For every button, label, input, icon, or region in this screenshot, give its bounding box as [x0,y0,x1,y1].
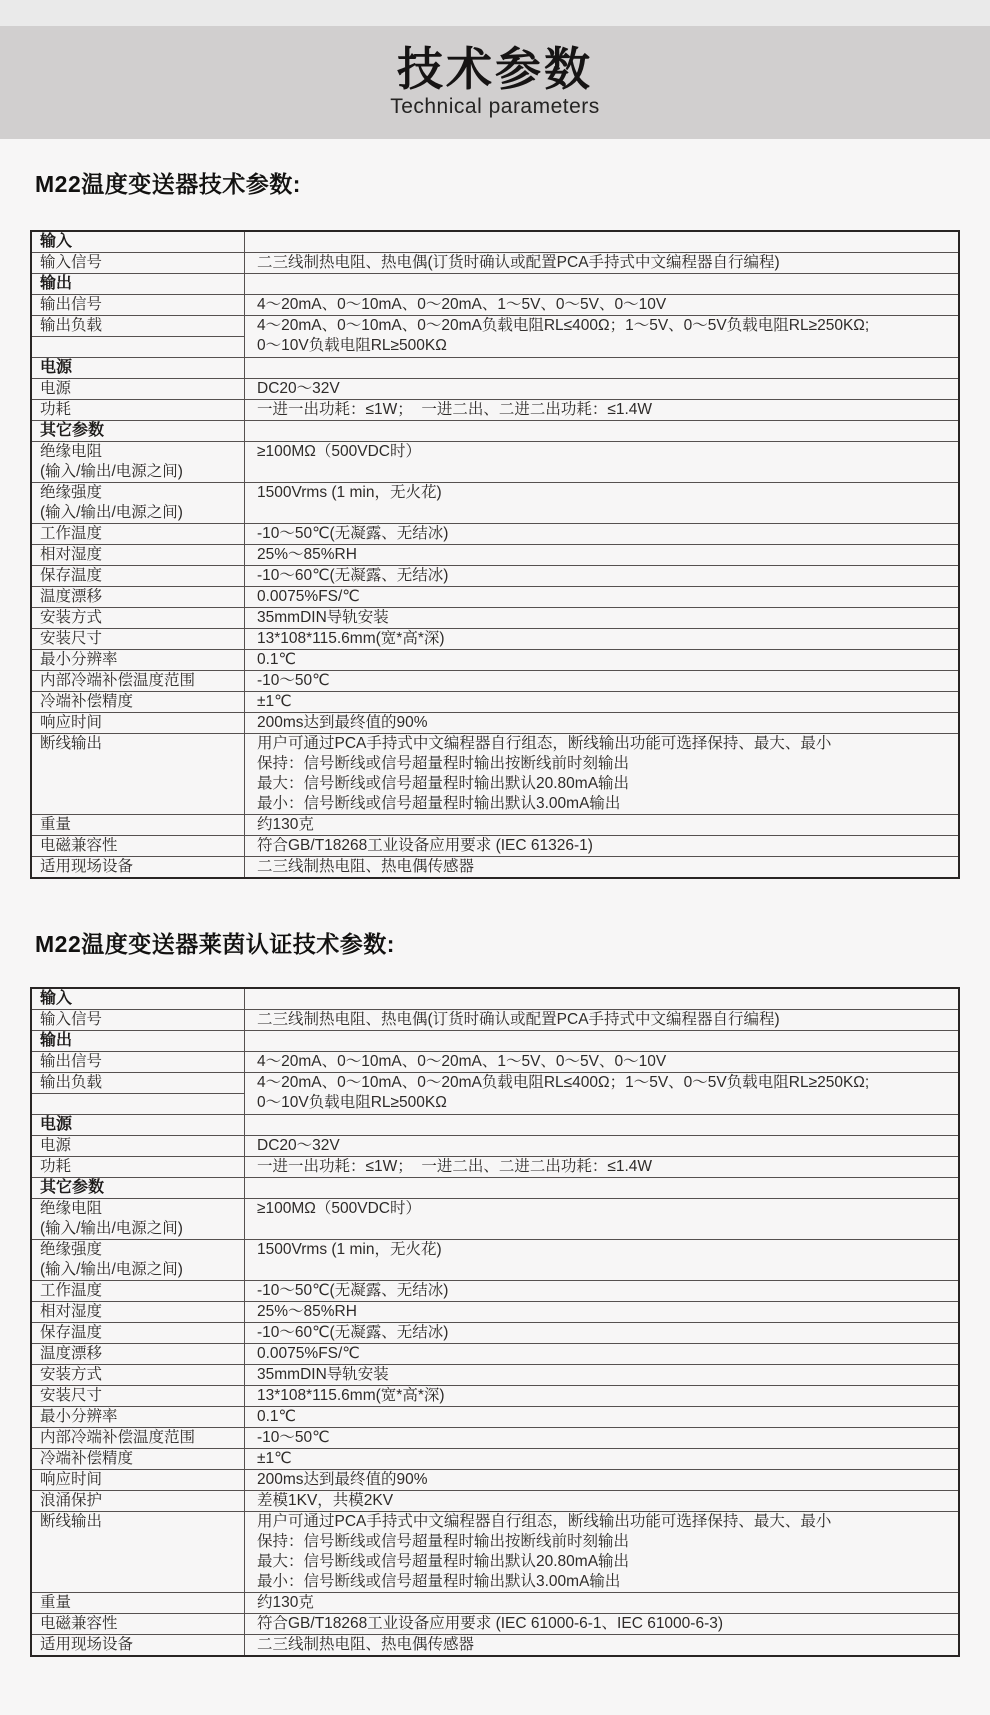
table-row [31,231,959,253]
param-label-line: 绝缘电阻 [40,1200,103,1217]
param-label-cell: 电磁兼容性 [31,836,245,857]
param-label-cell: 安装尺寸 [31,629,245,650]
table-row [31,253,959,274]
param-label-cell [31,442,245,483]
param-value-cell: 200ms达到最终值的90% [245,713,960,734]
spec-table-standard [30,230,960,879]
param-label-line: (输入/输出/电源之间) [40,1261,183,1278]
table-row [31,1136,959,1157]
param-label-cell: 浪涌保护 [31,1491,245,1512]
param-label-cell: 输出信号 [31,295,245,316]
spec-table-rheinland [30,987,960,1657]
param-value-cell: -10～60℃(无凝露、无结冰) [245,1323,960,1344]
param-label-cell [31,337,245,358]
param-label-cell: 电磁兼容性 [31,1614,245,1635]
param-value-cell: DC20～32V [245,1136,960,1157]
param-label-cell: 响应时间 [31,1470,245,1491]
table-row [31,836,959,857]
table-row [31,671,959,692]
param-label-line: (输入/输出/电源之间) [40,1220,183,1237]
param-label-line: (输入/输出/电源之间) [40,504,183,521]
param-value-cell: 0.0075%FS/℃ [245,1344,960,1365]
param-label-cell: 内部冷端补偿温度范围 [31,1428,245,1449]
param-value-cell: 0.0075%FS/℃ [245,587,960,608]
table-row [31,1281,959,1302]
param-label-cell: 适用现场设备 [31,1635,245,1657]
content [0,170,990,1679]
param-label-cell: 输出负载 [31,1073,245,1094]
param-value-cell [245,734,960,815]
param-label-cell: 输入信号 [31,253,245,274]
param-label-cell [31,1240,245,1281]
table-row [31,1157,959,1178]
table-row [31,1491,959,1512]
table-row [31,713,959,734]
param-label-line: 绝缘电阻 [40,443,103,460]
section-heading: M22温度变送器技术参数: [35,171,301,197]
table-row [31,1635,959,1657]
param-value-cell [245,1031,960,1052]
param-label-cell: 功耗 [31,1157,245,1178]
param-value-cell: 二三线制热电阻、热电偶(订货时确认或配置PCA手持式中文编程器自行编程) [245,1010,960,1031]
table-row [31,1449,959,1470]
param-value-cell: 13*108*115.6mm(宽*高*深) [245,629,960,650]
table-row [31,1365,959,1386]
table-row [31,1428,959,1449]
param-value-cell: 25%～85%RH [245,1302,960,1323]
param-value-cell [245,274,960,295]
table-row [31,608,959,629]
param-label-line: 绝缘强度 [40,1241,103,1258]
param-value-cell: ≥100MΩ（500VDC时） [245,442,960,483]
value-line: 最大：信号断线或信号超量程时输出默认20.80mA输出 [257,775,630,792]
table-row [31,1199,959,1240]
param-label-cell: 输出 [31,274,245,295]
param-label-cell: 工作温度 [31,1281,245,1302]
table-row [31,400,959,421]
param-label-cell: 保存温度 [31,566,245,587]
table-row [31,1178,959,1199]
table-row [31,524,959,545]
param-value-cell: 13*108*115.6mm(宽*高*深) [245,1386,960,1407]
param-label-cell: 相对湿度 [31,1302,245,1323]
title-banner [0,26,990,139]
table-row [31,566,959,587]
param-label-cell: 输出 [31,1031,245,1052]
param-label-cell: 断线输出 [31,734,245,815]
table-row [31,1323,959,1344]
table-row [31,274,959,295]
table-row [31,692,959,713]
param-value-cell: 1500Vrms (1 min，无火花) [245,483,960,524]
param-value-cell: 0.1℃ [245,650,960,671]
param-label-cell: 安装尺寸 [31,1386,245,1407]
param-value-cell: -10～50℃(无凝露、无结冰) [245,524,960,545]
param-value-cell: 0.1℃ [245,1407,960,1428]
param-label-cell: 内部冷端补偿温度范围 [31,671,245,692]
param-value-cell: 一进一出功耗：≤1W； 一进二出、二进二出功耗：≤1.4W [245,400,960,421]
value-line: 4～20mA、0～10mA、0～20mA负载电阻RL≤400Ω；1～5V、0～5V负载电阻RL≥250KΩ; [257,317,870,334]
table-row [31,1010,959,1031]
param-label-cell: 功耗 [31,400,245,421]
table-row [31,1052,959,1073]
param-value-cell: 约130克 [245,815,960,836]
table-row [31,1302,959,1323]
table-row [31,1386,959,1407]
param-label-cell: 电源 [31,1115,245,1136]
param-value-cell: 二三线制热电阻、热电偶传感器 [245,1635,960,1657]
page-subtitle: Technical parameters [390,94,600,118]
table-row [31,1614,959,1635]
param-value-cell [245,421,960,442]
table-row [31,379,959,400]
param-value-cell: -10～60℃(无凝露、无结冰) [245,566,960,587]
section-m22-standard [30,170,960,879]
param-label-cell: 断线输出 [31,1512,245,1593]
value-line: 最小：信号断线或信号超量程时输出默认3.00mA输出 [257,1573,621,1590]
value-line: 0～10V负载电阻RL≥500KΩ [257,337,447,354]
param-label-line: 绝缘强度 [40,484,103,501]
param-label-cell: 其它参数 [31,421,245,442]
param-value-cell: ±1℃ [245,692,960,713]
table-row [31,1407,959,1428]
param-label-cell: 温度漂移 [31,587,245,608]
table-row [31,1240,959,1281]
table-row [31,734,959,815]
value-line: 最小：信号断线或信号超量程时输出默认3.00mA输出 [257,795,621,812]
value-line: 保持：信号断线或信号超量程时输出按断线前时刻输出 [257,1533,630,1550]
value-line: 用户可通过PCA手持式中文编程器自行组态，断线输出功能可选择保持、最大、最小 [257,735,832,752]
param-label-cell: 安装方式 [31,1365,245,1386]
table-row [31,1073,959,1094]
value-line: 保持：信号断线或信号超量程时输出按断线前时刻输出 [257,755,630,772]
param-label-line: (输入/输出/电源之间) [40,463,183,480]
table-row [31,295,959,316]
table-row [31,1470,959,1491]
value-line: 4～20mA、0～10mA、0～20mA负载电阻RL≤400Ω；1～5V、0～5V负载电阻RL≥250KΩ; [257,1074,870,1091]
table-row [31,483,959,524]
param-value-cell: 二三线制热电阻、热电偶(订货时确认或配置PCA手持式中文编程器自行编程) [245,253,960,274]
param-label-cell [31,1094,245,1115]
table-row [31,857,959,879]
value-line: 0～10V负载电阻RL≥500KΩ [257,1094,447,1111]
param-label-cell: 相对湿度 [31,545,245,566]
param-value-cell: DC20～32V [245,379,960,400]
section-m22-rheinland [30,930,960,1657]
table-row [31,988,959,1010]
param-value-cell [245,1115,960,1136]
table-row [31,442,959,483]
param-value-cell: 25%～85%RH [245,545,960,566]
param-value-cell: -10～50℃(无凝露、无结冰) [245,1281,960,1302]
param-value-cell [245,988,960,1010]
table-row [31,316,959,337]
param-value-cell [245,1073,960,1115]
param-label-cell: 输入 [31,231,245,253]
param-label-cell: 温度漂移 [31,1344,245,1365]
param-value-cell [245,231,960,253]
value-line: 用户可通过PCA手持式中文编程器自行组态，断线输出功能可选择保持、最大、最小 [257,1513,832,1530]
table-row [31,358,959,379]
param-label-cell: 工作温度 [31,524,245,545]
param-value-cell: 1500Vrms (1 min，无火花) [245,1240,960,1281]
param-value-cell [245,358,960,379]
param-label-cell: 输入 [31,988,245,1010]
table-row [31,1031,959,1052]
section-heading: M22温度变送器莱茵认证技术参数: [35,931,395,957]
param-label-cell: 重量 [31,815,245,836]
param-label-cell: 安装方式 [31,608,245,629]
param-value-cell: 35mmDIN导轨安装 [245,1365,960,1386]
param-value-cell: ≥100MΩ（500VDC时） [245,1199,960,1240]
param-value-cell: 4～20mA、0～10mA、0～20mA、1～5V、0～5V、0～10V [245,295,960,316]
table-row [31,629,959,650]
param-label-cell: 重量 [31,1593,245,1614]
param-label-cell: 冷端补偿精度 [31,692,245,713]
table-row [31,650,959,671]
param-value-cell: 一进一出功耗：≤1W； 一进二出、二进二出功耗：≤1.4W [245,1157,960,1178]
param-value-cell: 符合GB/T18268工业设备应用要求 (IEC 61326-1) [245,836,960,857]
table-row [31,545,959,566]
param-label-cell: 冷端补偿精度 [31,1449,245,1470]
param-label-cell: 电源 [31,358,245,379]
param-value-cell: -10～50℃ [245,1428,960,1449]
param-value-cell [245,316,960,358]
param-value-cell [245,1512,960,1593]
param-value-cell: 4～20mA、0～10mA、0～20mA、1～5V、0～5V、0～10V [245,1052,960,1073]
top-strip [0,0,990,26]
param-label-cell: 适用现场设备 [31,857,245,879]
table-row [31,1344,959,1365]
param-label-cell: 响应时间 [31,713,245,734]
param-value-cell: 符合GB/T18268工业设备应用要求 (IEC 61000-6-1、IEC 61000-6-3) [245,1614,960,1635]
param-value-cell: 差模1KV，共模2KV [245,1491,960,1512]
param-label-cell: 最小分辨率 [31,1407,245,1428]
param-label-cell: 电源 [31,379,245,400]
table-row [31,815,959,836]
param-value-cell: ±1℃ [245,1449,960,1470]
param-value-cell: 约130克 [245,1593,960,1614]
param-label-cell: 输入信号 [31,1010,245,1031]
param-value-cell [245,1178,960,1199]
table-row [31,1115,959,1136]
param-label-cell: 最小分辨率 [31,650,245,671]
table-row [31,587,959,608]
param-label-cell: 保存温度 [31,1323,245,1344]
param-label-cell: 电源 [31,1136,245,1157]
param-label-cell: 输出负载 [31,316,245,337]
param-value-cell: 二三线制热电阻、热电偶传感器 [245,857,960,879]
param-label-cell [31,1199,245,1240]
table-row [31,1593,959,1614]
param-value-cell: 35mmDIN导轨安装 [245,608,960,629]
page-title: 技术参数 [397,43,593,96]
param-label-cell: 输出信号 [31,1052,245,1073]
param-label-cell [31,483,245,524]
param-value-cell: 200ms达到最终值的90% [245,1470,960,1491]
table-row [31,1512,959,1593]
param-value-cell: -10～50℃ [245,671,960,692]
value-line: 最大：信号断线或信号超量程时输出默认20.80mA输出 [257,1553,630,1570]
table-row [31,421,959,442]
param-label-cell: 其它参数 [31,1178,245,1199]
